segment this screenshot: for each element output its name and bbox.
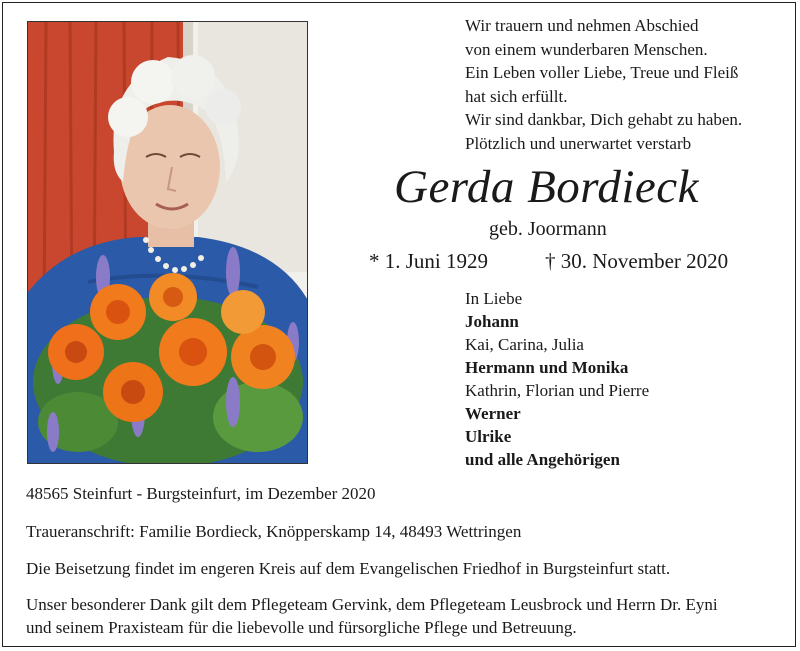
burial-notice: Die Beisetzung findet im engeren Kreis auf dem Evangelischen Friedhof in Burgsteinfurt statt. xyxy=(26,559,671,578)
mourners-heading: In Liebe xyxy=(465,289,523,308)
mourners-list xyxy=(465,287,649,471)
intro-line: Wir sind dankbar, Dich gehabt zu haben. xyxy=(465,110,743,129)
mourner-line: und alle Angehörigen xyxy=(465,450,620,469)
birth-date: * 1. Juni 1929 xyxy=(369,249,489,273)
mourner-line: Hermann und Monika xyxy=(465,358,629,377)
born-name: geb. Joormann xyxy=(489,218,607,240)
intro-line: Ein Leben voller Liebe, Treue und Fleiß xyxy=(465,63,739,82)
intro-line: von einem wunderbaren Menschen. xyxy=(465,39,708,59)
death-date: † 30. November 2020 xyxy=(545,249,729,273)
place-date: 48565 Steinfurt - Burgsteinfurt, im Dezember 2020 xyxy=(26,484,376,503)
thanks-notice xyxy=(26,593,718,639)
portrait-photo xyxy=(27,21,308,464)
life-dates xyxy=(369,249,729,274)
thanks-line: Unser besonderer Dank gilt dem Pflegeteam Gervink, dem Pflegeteam Leusbrock und Herrn Dr. Eyni xyxy=(26,595,718,614)
deceased-name: Gerda Bordieck xyxy=(394,161,699,213)
portrait-illustration xyxy=(28,22,308,464)
intro-line: Plötzlich und unerwartet verstarb xyxy=(465,133,692,153)
intro-line: hat sich erfüllt. xyxy=(465,86,568,106)
mourning-address: Traueranschrift: Familie Bordieck, Knöpperskamp 14, 48493 Wettringen xyxy=(26,522,522,541)
thanks-line: und seinem Praxisteam für die liebevolle und fürsorgliche Pflege und Betreuung. xyxy=(26,618,577,637)
mourner-line: Werner xyxy=(465,404,521,423)
intro-line: Wir trauern und nehmen Abschied xyxy=(465,16,699,35)
mourner-line: Johann xyxy=(465,312,519,331)
intro-text xyxy=(465,14,742,155)
mourner-line: Kathrin, Florian und Pierre xyxy=(465,381,650,400)
mourner-line: Kai, Carina, Julia xyxy=(465,335,584,354)
mourner-line: Ulrike xyxy=(465,427,512,446)
